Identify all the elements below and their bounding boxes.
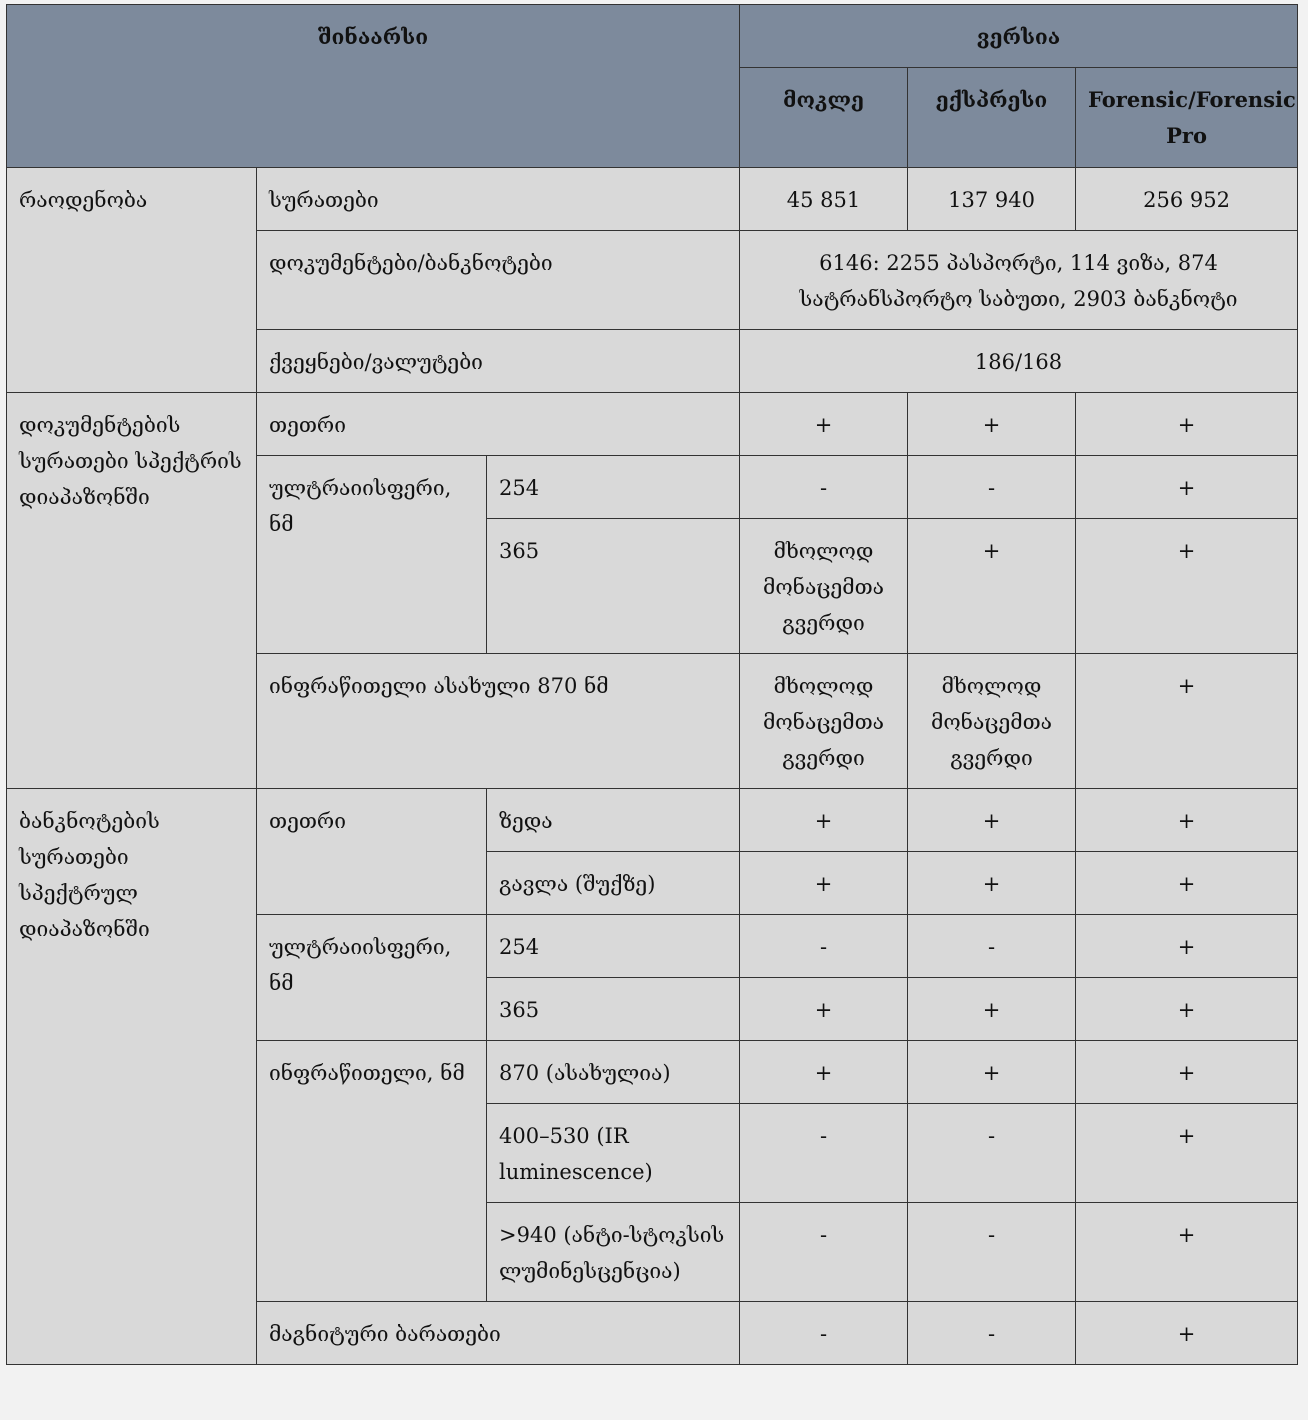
cell-short: 45 851 — [740, 168, 908, 231]
cell-express: + — [908, 519, 1076, 654]
cell-short: - — [740, 915, 908, 978]
cell-express: + — [908, 393, 1076, 456]
header-express: ექსპრესი — [908, 68, 1076, 168]
row-label: ინფრაწითელი ასახული 870 ნმ — [257, 654, 740, 789]
cell-documents-value: 6146: 2255 პასპორტი, 114 ვიზა, 874 სატრანსპორტო საბუთი, 2903 ბანკნოტი — [740, 231, 1298, 330]
cell-short: - — [740, 456, 908, 519]
sub-label: 365 — [487, 519, 740, 654]
cell-forensic: + — [1076, 978, 1298, 1041]
sub-label: 870 (ასახულია) — [487, 1041, 740, 1104]
row-label: ინფრაწითელი, ნმ — [257, 1041, 487, 1302]
row-label: ულტრაიისფერი, ნმ — [257, 915, 487, 1041]
cell-short: + — [740, 789, 908, 852]
cell-forensic: + — [1076, 852, 1298, 915]
cell-express: + — [908, 978, 1076, 1041]
cell-express: - — [908, 915, 1076, 978]
version-comparison-table — [6, 4, 1298, 1365]
sub-label: გავლა (შუქზე) — [487, 852, 740, 915]
header-row-1 — [7, 5, 1298, 68]
cell-forensic: + — [1076, 1302, 1298, 1365]
cell-forensic: + — [1076, 915, 1298, 978]
cell-forensic: 256 952 — [1076, 168, 1298, 231]
cell-express: - — [908, 1302, 1076, 1365]
group-doc-images: დოკუმენტების სურათები სპექტრის დიაპაზონში — [7, 393, 257, 789]
cell-short: + — [740, 393, 908, 456]
row-label: სურათები — [257, 168, 740, 231]
header-short: მოკლე — [740, 68, 908, 168]
row-label: დოკუმენტები/ბანკნოტები — [257, 231, 740, 330]
cell-short: - — [740, 1302, 908, 1365]
cell-express: + — [908, 1041, 1076, 1104]
cell-countries-value: 186/168 — [740, 330, 1298, 393]
cell-short: - — [740, 1203, 908, 1302]
sub-label: 254 — [487, 456, 740, 519]
row-label: ქვეყნები/ვალუტები — [257, 330, 740, 393]
row-bn-white-top — [7, 789, 1298, 852]
cell-short: + — [740, 978, 908, 1041]
row-label: თეთრი — [257, 393, 740, 456]
sub-label: 254 — [487, 915, 740, 978]
sub-label: 400–530 (IR luminescence) — [487, 1104, 740, 1203]
group-quantity: რაოდენობა — [7, 168, 257, 393]
cell-short: მხოლოდ მონაცემთა გვერდი — [740, 519, 908, 654]
cell-express: - — [908, 1104, 1076, 1203]
header-forensic: Forensic/Forensic Pro — [1076, 68, 1298, 168]
cell-forensic: + — [1076, 456, 1298, 519]
cell-express: 137 940 — [908, 168, 1076, 231]
cell-short: მხოლოდ მონაცემთა გვერდი — [740, 654, 908, 789]
cell-forensic: + — [1076, 393, 1298, 456]
cell-short: - — [740, 1104, 908, 1203]
cell-short: + — [740, 852, 908, 915]
row-label: ულტრაიისფერი, ნმ — [257, 456, 487, 654]
row-images — [7, 168, 1298, 231]
cell-express: + — [908, 789, 1076, 852]
cell-forensic: + — [1076, 1104, 1298, 1203]
cell-forensic: + — [1076, 519, 1298, 654]
row-label: თეთრი — [257, 789, 487, 915]
cell-forensic: + — [1076, 654, 1298, 789]
cell-short: + — [740, 1041, 908, 1104]
group-banknote-images: ბანკნოტების სურათები სპექტრულ დიაპაზონში — [7, 789, 257, 1365]
header-version: ვერსია — [740, 5, 1298, 68]
cell-forensic: + — [1076, 789, 1298, 852]
cell-forensic: + — [1076, 1041, 1298, 1104]
cell-forensic: + — [1076, 1203, 1298, 1302]
row-label: მაგნიტური ბარათები — [257, 1302, 740, 1365]
cell-express: მხოლოდ მონაცემთა გვერდი — [908, 654, 1076, 789]
sub-label: >940 (ანტი-სტოკსის ლუმინესცენცია) — [487, 1203, 740, 1302]
header-content: შინაარსი — [7, 5, 740, 168]
sub-label: ზედა — [487, 789, 740, 852]
cell-express: + — [908, 852, 1076, 915]
row-doc-white — [7, 393, 1298, 456]
cell-express: - — [908, 1203, 1076, 1302]
sub-label: 365 — [487, 978, 740, 1041]
cell-express: - — [908, 456, 1076, 519]
